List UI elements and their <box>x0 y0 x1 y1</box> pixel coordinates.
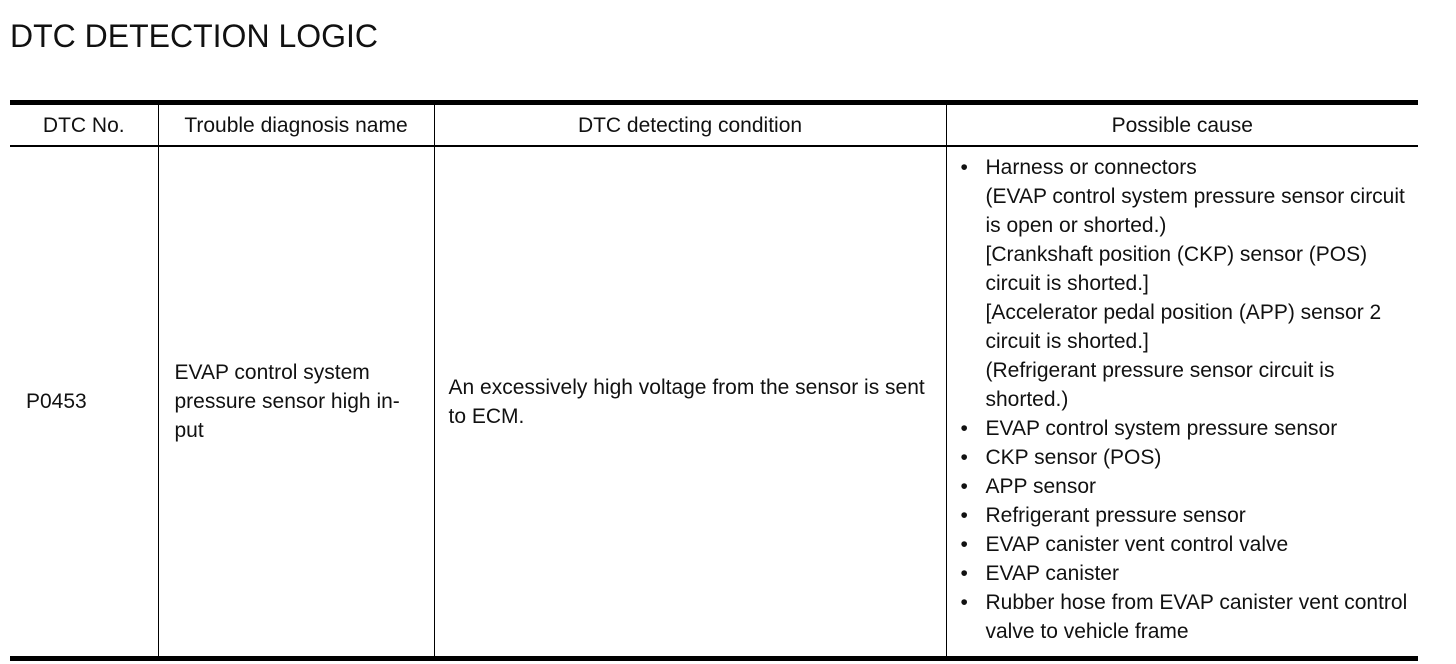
dtc-number: P0453 <box>26 390 87 413</box>
cause-item <box>961 559 1409 588</box>
possible-cause-list <box>961 153 1409 646</box>
cause-item <box>961 443 1409 472</box>
cause-item-text: Rubber hose from EVAP canister vent control valve to vehicle frame <box>985 591 1408 643</box>
possible-cause-cell <box>946 146 1418 659</box>
bullet-icon: • <box>960 562 968 585</box>
trouble-diagnosis-name: EVAP control system pressure sensor high in-put <box>158 146 434 659</box>
header-trouble-diagnosis-name: Trouble diagnosis name <box>158 103 434 147</box>
bullet-icon: • <box>960 156 968 179</box>
table-row <box>10 146 1418 659</box>
table-header-row <box>10 103 1418 147</box>
header-possible-cause: Possible cause <box>946 103 1418 147</box>
bullet-icon: • <box>960 475 968 498</box>
cause-item <box>961 501 1409 530</box>
bullet-icon: • <box>960 504 968 527</box>
cause-item <box>961 414 1409 443</box>
cause-item-text: CKP sensor (POS) <box>985 446 1162 469</box>
cause-item-text: EVAP control system pressure sensor <box>985 417 1338 440</box>
cause-item-text: Refrigerant pressure sensor <box>985 504 1246 527</box>
header-dtc-no: DTC No. <box>10 103 158 147</box>
cause-item <box>961 153 1409 414</box>
cause-item-text: APP sensor <box>985 475 1097 498</box>
cause-item-text: EVAP canister vent control valve <box>985 533 1289 556</box>
bullet-icon: • <box>960 417 968 440</box>
bullet-icon: • <box>960 446 968 469</box>
cause-detail: (EVAP control system pressure sensor circuit is open or shorted.) <box>985 185 1405 237</box>
bullet-icon: • <box>960 533 968 556</box>
dtc-table <box>10 100 1418 661</box>
cause-item <box>961 588 1409 646</box>
page-title: DTC DETECTION LOGIC <box>10 18 379 54</box>
bullet-icon: • <box>960 591 968 614</box>
cause-detail: [Accelerator pedal position (APP) sensor 2 circuit is shorted.] <box>985 301 1382 353</box>
cause-item-text: EVAP canister <box>985 562 1119 585</box>
header-dtc-detecting-condition: DTC detecting condition <box>434 103 946 147</box>
dtc-detecting-condition: An excessively high voltage from the sensor is sent to ECM. <box>434 146 946 659</box>
cause-detail: (Refrigerant pressure sensor circuit is shorted.) <box>985 359 1335 411</box>
cause-detail: [Crankshaft position (CKP) sensor (POS) circuit is shorted.] <box>985 243 1368 295</box>
cause-item <box>961 472 1409 501</box>
cause-item-text: Harness or connectors <box>985 156 1197 179</box>
cause-item <box>961 530 1409 559</box>
